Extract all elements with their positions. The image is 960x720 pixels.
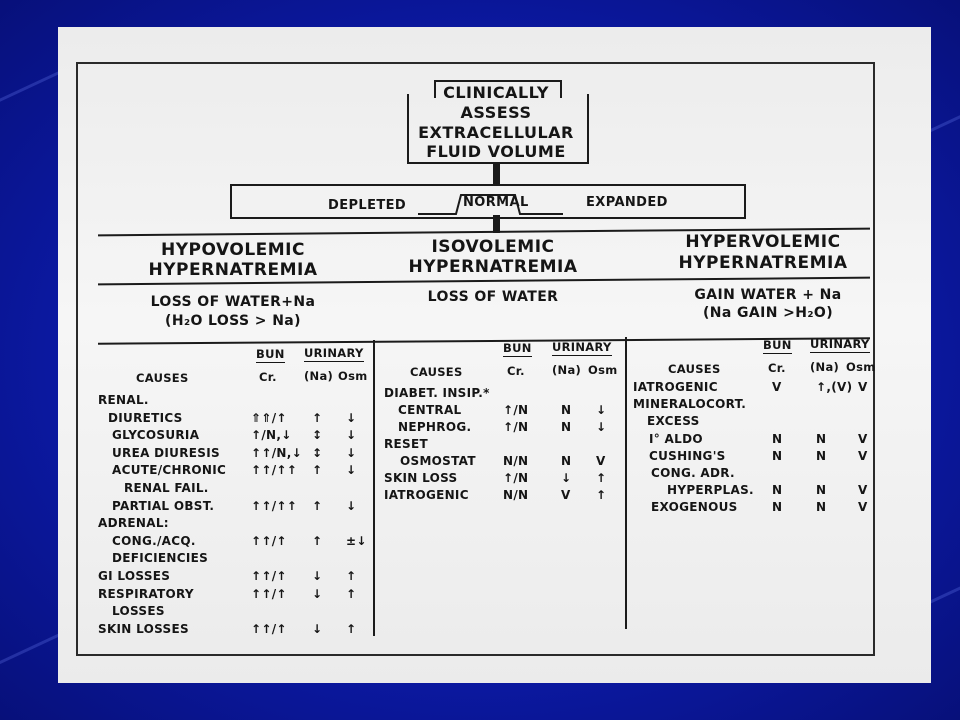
hyper-osm-header: Osm bbox=[846, 360, 876, 374]
urinary-osm-value: V bbox=[858, 380, 868, 394]
bun-value: ↑↑/↑ bbox=[251, 533, 287, 548]
bun-value: N bbox=[772, 448, 783, 463]
hypo-title-1: HYPOVOLEMIC bbox=[161, 240, 305, 260]
urinary-na-value: N bbox=[816, 483, 827, 498]
urinary-na-value: ↑,(V) bbox=[816, 380, 853, 394]
cause-label: DEFICIENCIES bbox=[112, 551, 209, 566]
hyper-bun-header: BUN bbox=[763, 338, 792, 352]
iso-urinary-header: URINARY bbox=[552, 340, 612, 354]
status-depleted: DEPLETED bbox=[328, 198, 407, 213]
status-normal: NORMAL bbox=[463, 195, 529, 210]
urinary-na-value: ↕ bbox=[312, 428, 323, 443]
urinary-na-value: ↑ bbox=[312, 533, 323, 548]
hypo-cr-header: Cr. bbox=[259, 370, 277, 384]
urinary-na-value: ↕ bbox=[312, 445, 323, 460]
urinary-osm-value: V bbox=[858, 500, 868, 515]
bun-value: N bbox=[772, 483, 783, 498]
hyper-causes-header: CAUSES bbox=[668, 362, 721, 376]
urinary-na-value: N bbox=[561, 420, 572, 434]
iso-bun-header: BUN bbox=[503, 341, 532, 355]
cause-label: NEPHROG. bbox=[398, 420, 472, 434]
iso-desc-1: LOSS OF WATER bbox=[427, 289, 559, 305]
bun-value: ↑↑/N,↓ bbox=[251, 445, 302, 460]
bun-value: ↑↑/↑ bbox=[251, 569, 287, 583]
assess-line-2: ASSESS bbox=[460, 103, 532, 122]
bun-value: ↑↑/↑↑ bbox=[251, 498, 298, 513]
cause-label: LOSSES bbox=[112, 604, 165, 619]
cause-label: MINERALOCORT. bbox=[633, 397, 747, 412]
bun-value: N bbox=[772, 431, 783, 446]
hypo-desc-2: (H₂O LOSS > Na) bbox=[165, 313, 301, 329]
bar-bottom bbox=[230, 217, 746, 219]
urinary-osm-value: ↓ bbox=[346, 463, 357, 478]
urinary-osm-value: ↓ bbox=[346, 445, 357, 460]
urinary-na-value: ↓ bbox=[561, 471, 572, 485]
cause-label: EXOGENOUS bbox=[651, 500, 738, 515]
cause-label: RESPIRATORY bbox=[98, 586, 194, 601]
hypo-title-2: HYPERNATREMIA bbox=[148, 260, 318, 280]
hypo-osm-header: Osm bbox=[338, 369, 368, 383]
bun-value: N/N bbox=[503, 488, 529, 502]
cause-label: IATROGENIC bbox=[384, 488, 469, 502]
urinary-na-value: N bbox=[816, 431, 827, 446]
cause-label: DIABET. INSIP.* bbox=[384, 386, 490, 400]
urinary-osm-value: ↓ bbox=[346, 428, 357, 443]
cause-label: RENAL FAIL. bbox=[124, 481, 209, 495]
iso-na-header: (Na) bbox=[552, 363, 582, 377]
iso-title-1: ISOVOLEMIC bbox=[431, 237, 555, 257]
hyper-cr-header: Cr. bbox=[768, 361, 786, 375]
hyper-urinary-header: URINARY bbox=[810, 337, 870, 351]
bun-value: ↑/N bbox=[503, 471, 529, 485]
bun-value: ⇑⇑/↑ bbox=[251, 410, 287, 425]
assess-line-1: CLINICALLY bbox=[443, 83, 549, 102]
urinary-osm-value: ↑ bbox=[346, 586, 357, 601]
urinary-na-value: ↑ bbox=[312, 498, 323, 513]
urinary-osm-value: ↓ bbox=[346, 410, 357, 425]
bar-top bbox=[230, 184, 746, 186]
bun-value: N/N bbox=[503, 454, 529, 468]
urinary-osm-value: ↑ bbox=[596, 488, 607, 502]
bun-value: ↑↑/↑ bbox=[251, 621, 287, 636]
hypo-bun-header: BUN bbox=[256, 347, 285, 361]
hyper-title-2: HYPERNATREMIA bbox=[678, 253, 848, 273]
bar-left bbox=[230, 184, 232, 219]
status-expanded: EXPANDED bbox=[586, 195, 668, 210]
urinary-osm-value: V bbox=[858, 448, 868, 463]
urinary-osm-value: ↓ bbox=[596, 420, 607, 434]
urinary-na-value: ↓ bbox=[312, 586, 323, 601]
bar-right bbox=[744, 184, 746, 219]
bun-value: ↑/N bbox=[503, 403, 529, 417]
urinary-osm-value: V bbox=[858, 483, 868, 498]
cause-label: UREA DIURESIS bbox=[112, 445, 220, 460]
bun-value: ↑/N,↓ bbox=[251, 428, 292, 443]
cause-label: RENAL. bbox=[98, 393, 149, 407]
bun-value: ↑/N bbox=[503, 420, 529, 434]
urinary-na-value: ↓ bbox=[312, 621, 323, 636]
bun-value: ↑↑/↑ bbox=[251, 586, 287, 601]
hypo-causes-header: CAUSES bbox=[136, 371, 189, 385]
urinary-na-value: ↑ bbox=[312, 410, 323, 425]
hypo-desc-1: LOSS OF WATER+Na bbox=[150, 294, 316, 310]
iso-cr-header: Cr. bbox=[507, 364, 525, 378]
cause-label: CUSHING'S bbox=[649, 448, 726, 463]
urinary-osm-value: V bbox=[596, 454, 606, 468]
urinary-na-value: N bbox=[561, 454, 572, 468]
urinary-osm-value: ↑ bbox=[596, 471, 607, 485]
cause-label: GLYCOSURIA bbox=[112, 428, 200, 443]
cause-label: DIURETICS bbox=[108, 410, 183, 425]
bun-value: N bbox=[772, 500, 783, 515]
cause-label: CONG. ADR. bbox=[651, 466, 735, 480]
flowchart-photo bbox=[58, 27, 931, 683]
hyper-na-header: (Na) bbox=[810, 360, 840, 374]
urinary-na-value: N bbox=[816, 500, 827, 515]
urinary-osm-value: ↑ bbox=[346, 621, 357, 636]
hyper-desc-1: GAIN WATER + Na bbox=[694, 287, 842, 303]
cause-label: ADRENAL: bbox=[98, 516, 169, 531]
urinary-osm-value: ↓ bbox=[346, 498, 357, 513]
urinary-osm-value: ↓ bbox=[596, 403, 607, 417]
iso-causes-header: CAUSES bbox=[410, 365, 463, 379]
urinary-na-value: N bbox=[816, 448, 827, 463]
cause-label: HYPERPLAS. bbox=[667, 483, 754, 498]
hypo-na-header: (Na) bbox=[304, 369, 334, 383]
cause-label: CENTRAL bbox=[398, 403, 462, 417]
urinary-osm-value: V bbox=[858, 431, 868, 446]
cause-label: PARTIAL OBST. bbox=[112, 498, 215, 513]
hyper-title-1: HYPERVOLEMIC bbox=[685, 232, 841, 252]
cause-label: OSMOSTAT bbox=[400, 454, 476, 468]
hypo-urinary-header: URINARY bbox=[304, 346, 364, 360]
urinary-na-value: ↓ bbox=[312, 569, 323, 583]
divider-left bbox=[373, 340, 375, 636]
urinary-na-value: V bbox=[561, 488, 571, 502]
cause-label: GI LOSSES bbox=[98, 569, 171, 583]
urinary-na-value: N bbox=[561, 403, 572, 417]
urinary-osm-value: ↑ bbox=[346, 569, 357, 583]
stem-top bbox=[493, 164, 500, 186]
assess-line-4: FLUID VOLUME bbox=[426, 142, 566, 161]
cause-label: IATROGENIC bbox=[633, 380, 718, 394]
assess-line-3: EXTRACELLULAR bbox=[418, 123, 574, 142]
cause-label: RESET bbox=[384, 437, 428, 451]
cause-label: SKIN LOSS bbox=[384, 471, 458, 485]
iso-title-2: HYPERNATREMIA bbox=[408, 257, 578, 277]
cause-label: I° ALDO bbox=[649, 431, 703, 446]
urinary-osm-value: ±↓ bbox=[346, 533, 367, 548]
hyper-desc-2: (Na GAIN >H₂O) bbox=[702, 305, 834, 321]
cause-label: CONG./ACQ. bbox=[112, 533, 196, 548]
cause-label: ACUTE/CHRONIC bbox=[112, 463, 227, 478]
iso-osm-header: Osm bbox=[588, 363, 618, 377]
bun-value: V bbox=[772, 380, 782, 394]
bun-value: ↑↑/↑↑ bbox=[251, 463, 298, 478]
cause-label: EXCESS bbox=[647, 414, 700, 429]
divider-right bbox=[625, 337, 627, 629]
cause-label: SKIN LOSSES bbox=[98, 621, 189, 636]
urinary-na-value: ↑ bbox=[312, 463, 323, 478]
